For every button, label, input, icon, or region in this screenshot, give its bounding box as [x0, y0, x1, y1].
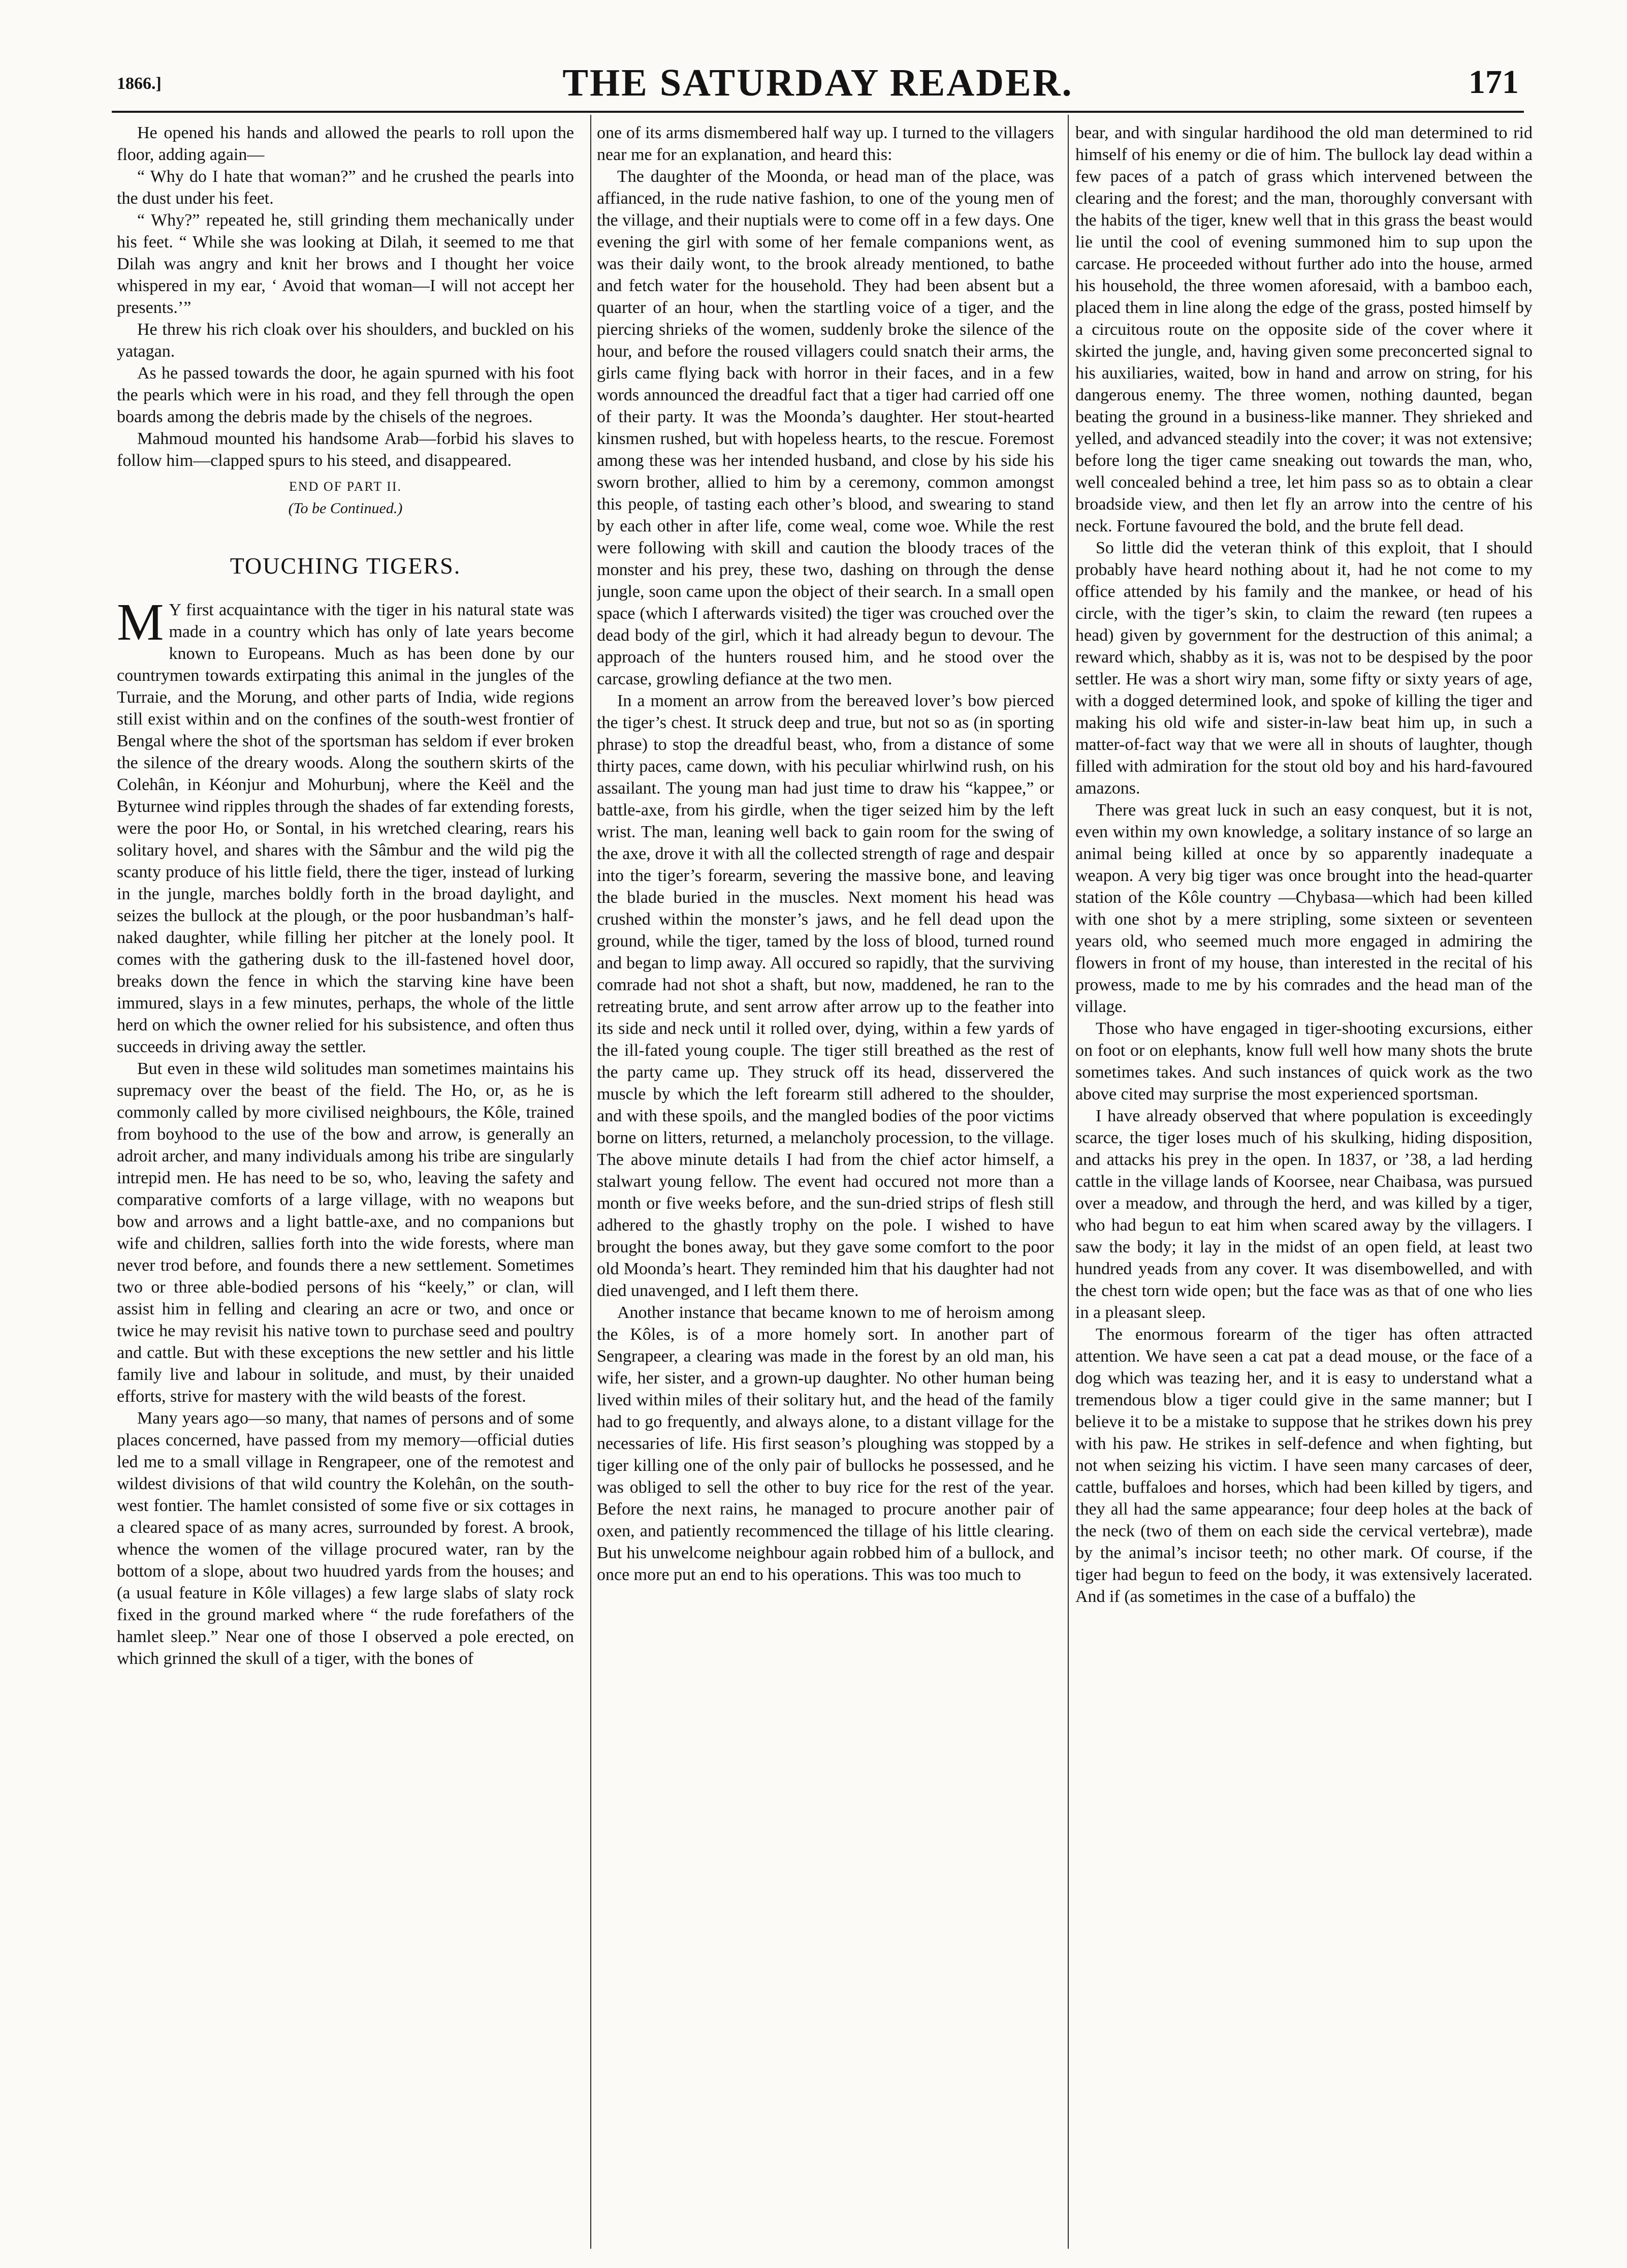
paragraph: So little did the veteran think of this exploit, that I should probably have heard nothing about it, had he not come to my office attended by his family and the mankee, or head of his circle, with the tiger’s skin, to claim the reward (ten rupees a head) given by government for the destruction of this animal; a reward which, shabby as it is, was not to be despised by the poor settler. He was a short wiry man, some fifty or sixty years of age, with a dogged determined look, and spoke of killing the tiger and making his old wife and sister-in-law beat him up, in such a matter-of-fact way that we were all in shouts of laughter, though filled with admiration for the stout old boy and his hard-favoured amazons.: [1075, 539, 1533, 798]
paragraph: As he passed towards the door, he again spurned with his foot the pearls which were in his road, and they fell through the open boards among the debris made by the chisels of the negroes.: [117, 364, 574, 426]
masthead-title: THE SATURDAY READER.: [562, 61, 1073, 104]
paragraph-text: Y first acquaintance with the tiger in his natural state was made in a country which has only of late years become known to Europeans. Much as has been done by our countrymen towards extirpating this animal in the jungles of the Turraie, and the Morung, and other parts of India, wide regions still exist within and on the confines of the south-west frontier of Bengal where the shot of the sportsman has seldom if ever broken the silence of the dreary woods. Along the southern skirts of the Colehân, in Kéonjur and Mohurbunj, where the Keël and the Byturnee wind ripples through the shades of far extending forests, were the poor Ho, or Sontal, in his wretched clearing, rears his solitary hovel, and shares with the Sâmbur and the wild pig the scanty produce of his little field, there the tiger, instead of lurking in the jungle, marches boldly forth in the broad daylight, and seizes the bullock at the plough, or the poor husbandman’s half-naked daughter, while filling her pitcher at the lonely pool. It comes with the gathering dusk to the ill-fastened hovel door, breaks down the fence in which the starving kine have been immured, slays in a few minutes, perhaps, the whole of the little herd on which the owner relied for his subsistence, and often thus succeeds in driving away the settler.: [117, 601, 574, 1056]
column-3: [1075, 122, 1533, 2251]
paragraph: He opened his hands and allowed the pearls to roll upon the floor, adding again—: [117, 123, 574, 164]
paragraph: In a moment an arrow from the bereaved lover’s bow pierced the tiger’s chest. It struck deep and true, but not so as (in sporting phrase) to stop the dreadful beast, who, from a distance of some thirty paces, came down, with his peculiar whirlwind rush, on his assailant. The young man had just time to draw his “kappee,” or battle-axe, from his girdle, when the tiger seized him by the left wrist. The man, leaning well back to gain room for the swing of the axe, drove it with all the collected strength of rage and despair into the tiger’s forearm, severing the massive bone, and leaving the blade buried in the muscles. Next moment his head was crushed within the monster’s jaws, and he fell dead upon the ground, while the tiger, tamed by the loss of blood, turned round and began to limp away. All occured so rapidly, that the surviving comrade had not shot a shaft, but now, maddened, he ran to the retreating brute, and sent arrow after arrow up to the feather into its side and neck until it rolled over, dying, within a few yards of the ill-fated young couple. The tiger still breathed as the rest of the party came up. They struck off its head, disservered the muscle by which the left forearm still adhered to the shoulder, and with these spoils, and the mangled bodies of the poor victims borne on litters, returned, a melancholy procession, to the village. The above minute details I had from the chief actor himself, a stalwart young fellow. The event had occured not more than a month or five weeks before, and the sun-dried strips of flesh still adhered to the ghastly trophy on the pole. I wished to have brought the bones away, but they gave some comfort to the poor old Moonda’s heart. They reminded him that his daughter had not died unavenged, and I left them there.: [597, 691, 1054, 1300]
end-of-part-note: END OF PART II.: [289, 479, 402, 494]
column-1: [117, 122, 574, 2251]
paragraph: But even in these wild solitudes man sometimes maintains his supremacy over the beast of the field. The Ho, or, as he is commonly called by more civilised neighbours, the Kôle, trained from boyhood to the use of the bow and arrow, is generally an adroit archer, and many individuals among his tribe are singularly intrepid men. He has need to be so, who, leaving the safety and comparative comforts of a large village, with no weapons but bow and arrows and a light battle-axe, and no companions but wife and children, sallies forth into the wide forests, where man never trod before, and founds there a new settlement. Sometimes two or three able-bodied persons of his “keely,” or clan, will assist him in felling and clearing an acre or two, and once or twice he may revisit his native town to purchase seed and poultry and cattle. But with these exceptions the new settler and his little family live and labour in solitude, and must, by their unaided efforts, strive for mastery with the wild beasts of the forest.: [117, 1059, 574, 1406]
paragraph: He threw his rich cloak over his shoulders, and buckled on his yatagan.: [117, 320, 574, 361]
page-number: 171: [1469, 64, 1519, 101]
paragraph: one of its arms dismembered half way up. I turned to the villagers near me for an explanation, and heard this:: [597, 123, 1054, 164]
paragraph: Those who have engaged in tiger-shooting excursions, either on foot or on elephants, know full well how many shots the brute sometimes takes. And such instances of quick work as the two above cited may surprise the most experienced sportsman.: [1075, 1019, 1533, 1104]
article-title: TOUCHING TIGERS.: [230, 553, 461, 579]
column-2: [597, 122, 1054, 2251]
paragraph: Another instance that became known to me of heroism among the Kôles, is of a more homely sort. In another part of Sengrapeer, a clearing was made in the forest by an old man, his wife, her sister, and a grown-up daughter. No other human being lived within miles of their solitary hut, and the head of the family had to go frequently, and always alone, to a distant village for the necessaries of life. His first season’s ploughing was stopped by a tiger killing one of the only pair of bullocks he possessed, and he was obliged to sell the other to buy rice for the rest of the year. Before the next rains, he managed to procure another pair of oxen, and patiently recommenced the tillage of his little clearing. But his unwelcome neighbour again robbed him of a bullock, and once more put an end to his operations. This was too much to: [597, 1303, 1054, 1584]
paragraph: “ Why do I hate that woman?” and he crushed the pearls into the dust under his feet.: [117, 167, 574, 208]
to-be-continued-note: (To be Continued.): [288, 500, 403, 517]
paragraph: [117, 593, 574, 1058]
paragraph: Mahmoud mounted his handsome Arab—forbid his slaves to follow him—clapped spurs to his steed, and disappeared.: [117, 429, 574, 470]
header-rule: [112, 111, 1524, 113]
column-divider-right: [1068, 115, 1069, 2249]
page-header: [117, 61, 1519, 107]
header-year: 1866.]: [117, 74, 162, 93]
paragraph: I have already observed that where population is exceedingly scarce, the tiger loses much of his skulking, hiding disposition, and attacks his prey in the open. In 1837, or ’38, a lad herding cattle in the village lands of Koorsee, near Chaibasa, was pursued over a meadow, and through the herd, and was killed by a tiger, who had begun to eat him when scared away by the villagers. I saw the body; it lay in the midst of an open field, at least two hundred yeads from any cover. It was disembowelled, and with the chest torn wide open; but the face was as that of one who lies in a pleasant sleep.: [1075, 1107, 1533, 1322]
paragraph: The enormous forearm of the tiger has often attracted attention. We have seen a cat pat a dead mouse, or the face of a dog which was teazing her, and it is easy to understand what a tremendous blow a tiger could give in the same manner; but I believe it to be a mistake to suppose that he strikes down his prey with his paw. He strikes in self-defence and when fighting, but not when seizing his victim. I have seen many carcases of deer, cattle, buffaloes and horses, which had been killed by tigers, and they all had the same appearance; four deep holes at the back of the neck (two of them on each side the cervical vertebræ), made by the animal’s incisor teeth; no other mark. Of course, if the tiger had begun to feed on the body, it was extensively lacerated. And if (as sometimes in the case of a buffalo) the: [1075, 1325, 1533, 1606]
column-divider-left: [590, 115, 591, 2249]
paragraph: bear, and with singular hardihood the old man determined to rid himself of his enemy or die of him. The bullock lay dead within a few paces of a patch of grass which intervened between the clearing and the forest; and the man, thoroughly conversant with the habits of the tiger, knew well that in this grass the beast would lie until the cool of evening summoned him to sup upon the carcase. He proceeded without further ado into the house, armed his household, the three women aforesaid, with a bamboo each, placed them in line along the edge of the grass, posted himself by a circuitous route on the opposite side of the cover where it skirted the jungle, and, having given some preconcerted signal to his auxiliaries, waited, bow in hand and arrow on string, for his dangerous enemy. The three women, nothing daunted, began beating the ground in a business-like manner. They shrieked and yelled, and advanced steadily into the cover; it was not extensive; before long the tiger came sneaking out towards the man, who, well concealed behind a tree, let him pass so as to obtain a clear broadside view, and then let fly an arrow into the centre of his neck. Fortune favoured the bold, and the brute fell dead.: [1075, 123, 1533, 536]
paragraph: There was great luck in such an easy conquest, but it is not, even within my own knowledge, a solitary instance of so large an animal being killed at once by so apparently inadequate a weapon. A very big tiger was once brought into the head-quarter station of the Kôle country —Chybasa—which had been killed with one shot by a mere stripling, some sixteen or seventeen years old, who seemed much more engaged in admiring the flowers in front of my house, than interested in the recital of his prowess, made to me by his comrades and the head man of the village.: [1075, 801, 1533, 1016]
drop-cap: M: [117, 593, 164, 651]
paragraph: Many years ago—so many, that names of persons and of some places concerned, have passed from my memory—official duties led me to a small village in Rengrapeer, one of the remotest and wildest divisions of that wild country the Kolehân, on the south-west fontier. The hamlet consisted of some five or six cottages in a cleared space of as many acres, surrounded by forest. A brook, whence the women of the village procured water, ran by the bottom of a slope, about two huudred yards from the houses; and (a usual feature in Kôle villages) a few large slabs of slaty rock fixed in the ground marked where “ the rude forefathers of the hamlet sleep.” Near one of those I observed a pole erected, on which grinned the skull of a tiger, with the bones of: [117, 1409, 574, 1668]
paragraph: The daughter of the Moonda, or head man of the place, was affianced, in the rude native fashion, to one of the young men of the village, and their nuptials were to come off in a few days. One evening the girl with some of her female companions went, as was their daily wont, to the brook already mentioned, to bathe and fetch water for the household. They had been absent but a quarter of an hour, when the startling voice of a tiger, and the piercing shrieks of the women, suddenly broke the silence of the hour, and before the roused villagers could snatch their arms, the girls came flying back with horror in their faces, and in a few words announced the dreadful fact that a tiger had carried off one of their party. It was the Moonda’s daughter. Her stout-hearted kinsmen rushed, but with hopeless hearts, to the rescue. Foremost among these was her intended husband, and close by his side his sworn brother, allied to him by a ceremony, common amongst this people, of tasting each other’s blood, and swearing to stand by each other in after life, come weal, come woe. While the rest were following with skill and caution the bloody traces of the monster and his prey, these two, dashing on through the dense jungle, soon came upon the object of their search. In a small open space (which I afterwards visited) the tiger was crouched over the dead body of the girl, which it had already begun to devour. The approach of the hunters roused him, and he stood over the carcase, growling defiance at the two men.: [597, 167, 1054, 688]
paragraph: “ Why?” repeated he, still grinding them mechanically under his feet. “ While she was looking at Dilah, it seemed to me that Dilah was angry and knit her brows and I thought her voice whispered in my ear, ‘ Avoid that woman—I will not accept her presents.’”: [117, 211, 574, 317]
